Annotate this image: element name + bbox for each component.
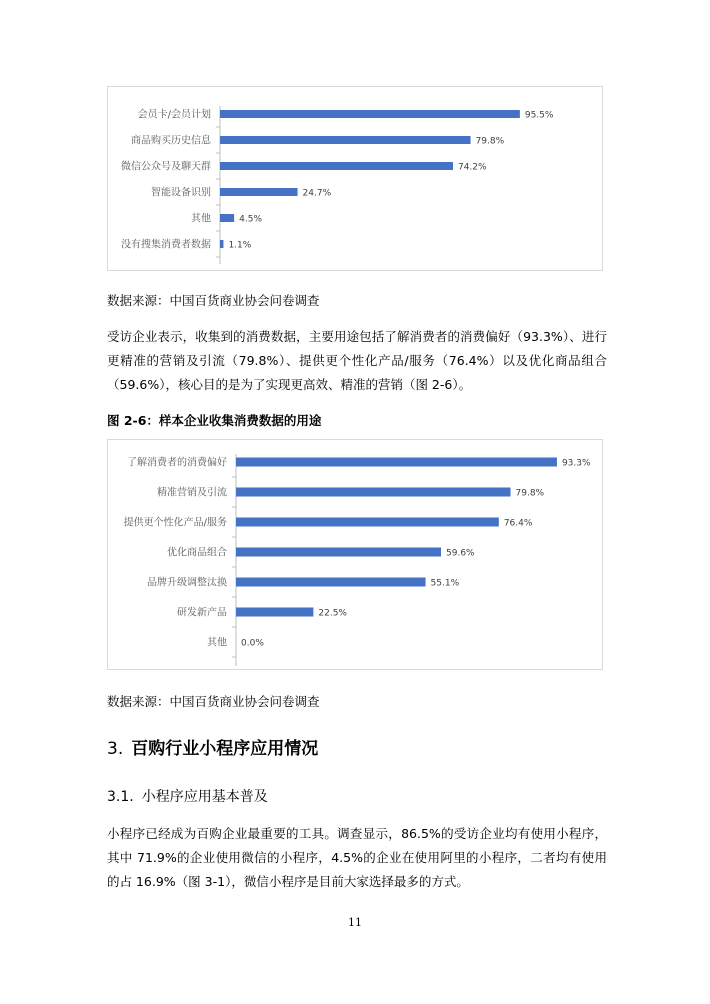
chart1-svg: [108, 87, 602, 270]
chart1-category-label: 会员卡/会员计划: [137, 109, 211, 121]
chart1-value-label: 95.5%: [524, 110, 554, 121]
chart2-category-label: 了解消费者的消费偏好: [127, 457, 227, 469]
chart1-value-label: 1.1%: [228, 240, 252, 251]
chart-data-usage: [107, 439, 603, 670]
chart1-bar: [220, 162, 453, 170]
chart1-category-label: 其他: [191, 213, 211, 225]
chart2-svg: [108, 440, 602, 669]
chart1-category-label: 没有搜集消费者数据: [121, 239, 211, 251]
chart2-value-label: 0.0%: [241, 638, 264, 649]
subsection-heading: [107, 786, 268, 806]
chart1-value-label: 79.8%: [475, 136, 505, 147]
chart1-bar: [220, 110, 520, 118]
chart2-category-label: 优化商品组合: [167, 547, 227, 559]
chart1-source: 数据来源：中国百货商业协会问卷调查: [107, 293, 320, 308]
chart1-bar: [220, 214, 234, 222]
paragraph-data-usage: 受访企业表示，收集到的消费数据，主要用途包括了解消费者的消费偏好（93.3%）、进行更精准的营销及引流（79.8%）、提供更个性化产品/服务（76.4%）以及优化商品组合（59.6%），核心目的是为了实现更高效、精准的营销（图 2-6）。: [107, 329, 607, 392]
chart2-bar: [236, 458, 557, 467]
chart2-bar: [236, 578, 426, 587]
chart1-value-label: 4.5%: [239, 214, 263, 225]
chart-data-collection-methods: [107, 86, 603, 271]
chart1-category-label: 商品购买历史信息: [131, 135, 211, 147]
chart2-value-label: 22.5%: [318, 608, 347, 619]
chart2-category-label: 提供更个性化产品/服务: [123, 517, 227, 529]
subsection-number: 3.1.: [107, 789, 134, 805]
figure-2-6-title: 图 2-6：样本企业收集消费数据的用途: [107, 413, 322, 428]
chart2-value-label: 93.3%: [561, 458, 591, 469]
chart2-bar: [236, 488, 511, 497]
section-title: 百购行业小程序应用情况: [131, 739, 319, 759]
chart2-value-label: 79.8%: [515, 488, 545, 499]
page-number: 11: [348, 916, 362, 929]
chart2-bar: [236, 518, 499, 527]
chart1-value-label: 74.2%: [457, 162, 487, 173]
section-heading: [107, 734, 318, 759]
chart2-value-label: 76.4%: [503, 518, 533, 529]
chart1-category-label: 智能设备识别: [151, 187, 211, 199]
chart2-value-label: 55.1%: [430, 578, 460, 589]
section-number: 3.: [107, 739, 124, 759]
chart2-source: 数据来源：中国百货商业协会问卷调查: [107, 694, 320, 709]
chart1-bar: [220, 136, 471, 144]
chart2-bar: [236, 548, 441, 557]
paragraph-mini-program: 小程序已经成为百购企业最重要的工具。调查显示，86.5%的受访企业均有使用小程序，其中 71.9%的企业使用微信的小程序，4.5%的企业在使用阿里的小程序，二者均有使用的占 16.9%（图 3-1），微信小程序是目前大家选择最多的方式。: [107, 826, 607, 889]
chart2-category-label: 研发新产品: [177, 607, 227, 619]
chart2-bar: [236, 608, 313, 617]
subsection-title: 小程序应用基本普及: [141, 789, 268, 805]
chart2-category-label: 其他: [207, 637, 227, 649]
chart2-value-label: 59.6%: [446, 548, 475, 559]
chart2-category-label: 品牌升级调整汰换: [147, 577, 227, 589]
chart1-bar: [220, 188, 298, 196]
chart1-category-label: 微信公众号及聊天群: [121, 161, 211, 173]
chart1-value-label: 24.7%: [302, 188, 332, 199]
chart1-bar: [220, 240, 223, 248]
chart2-category-label: 精准营销及引流: [157, 487, 227, 499]
